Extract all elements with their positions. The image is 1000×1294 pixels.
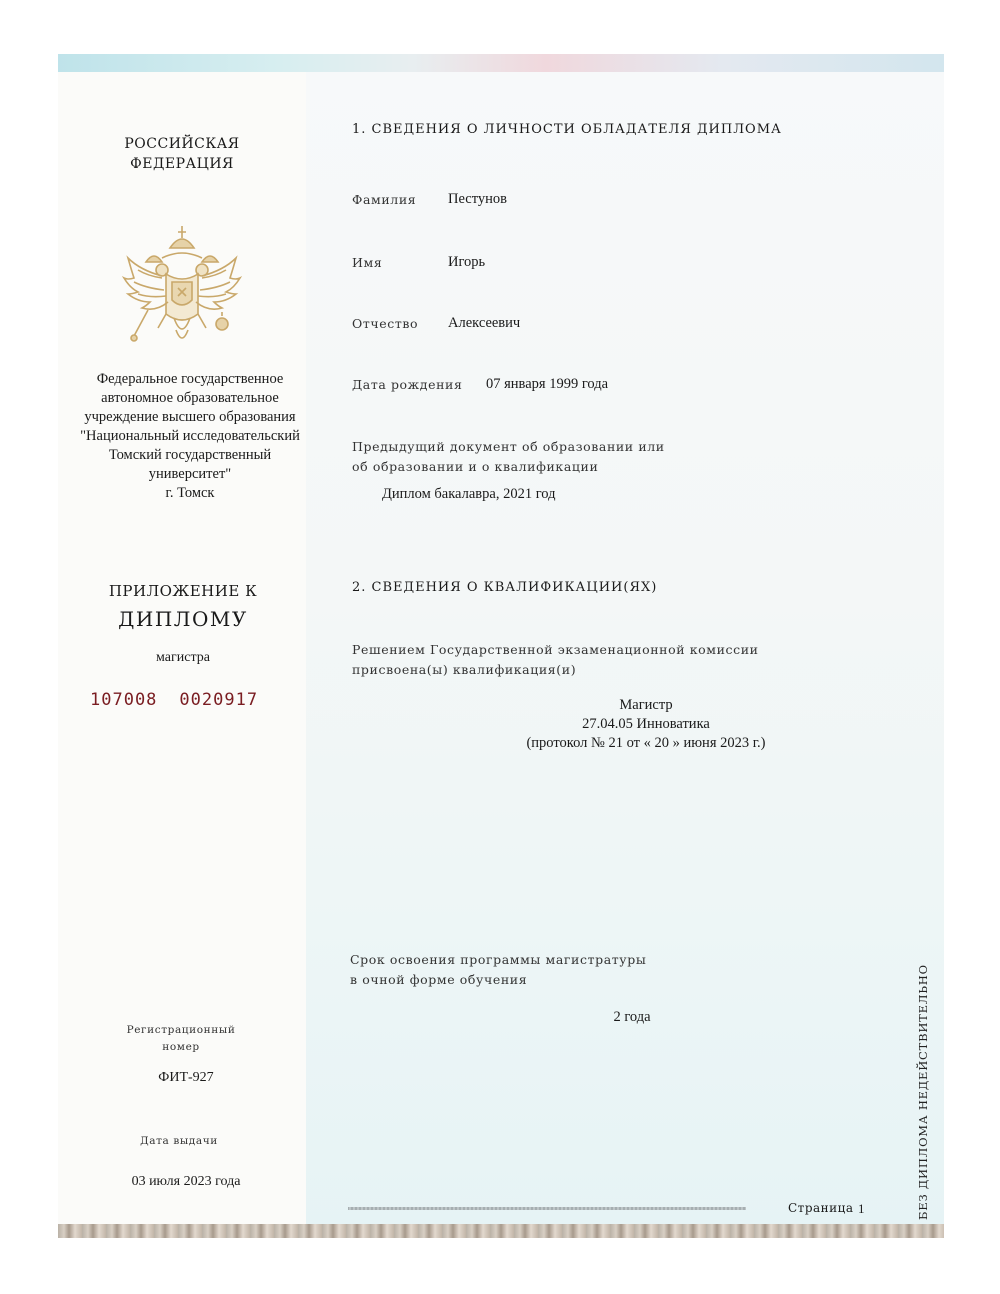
russian-coat-of-arms-icon xyxy=(118,218,246,358)
country-title: РОССИЙСКАЯ ФЕДЕРАЦИЯ xyxy=(124,136,240,172)
serial-number xyxy=(90,690,290,710)
section2-title: 2. СВЕДЕНИЯ О КВАЛИФИКАЦИИ(ЯХ) xyxy=(352,580,658,595)
qualification-block xyxy=(480,696,812,753)
diploma-word: ДИПЛОМУ xyxy=(118,607,248,631)
serial-series: 107008 xyxy=(90,690,158,710)
study-term-value: 2 года xyxy=(613,1009,651,1025)
page-label: Страница xyxy=(788,1201,854,1215)
registration-label: Регистрационный номер xyxy=(126,1024,236,1053)
section1-title: 1. СВЕДЕНИЯ О ЛИЧНОСТИ ОБЛАДАТЕЛЯ ДИПЛОМА xyxy=(352,122,782,137)
patronymic-label: Отчество xyxy=(352,316,419,331)
serial-digits: 0020917 xyxy=(179,690,259,710)
qualification-decision-label: Решением Государственной экзаменационной комиссии присвоена(ы) квалификация(и) xyxy=(352,642,759,677)
appendix-title: ПРИЛОЖЕНИЕ К xyxy=(108,582,258,600)
surname-label: Фамилия xyxy=(352,192,417,207)
study-term-label: Срок освоения программы магистратуры в очной форме обучения xyxy=(350,952,647,987)
previous-document-value: Диплом бакалавра, 2021 год xyxy=(382,486,556,502)
program-code: 27.04.05 Инноватика xyxy=(582,716,710,732)
patronymic-value: Алексеевич xyxy=(448,315,521,331)
name-label: Имя xyxy=(352,255,383,270)
dob-label: Дата рождения xyxy=(352,377,463,392)
registration-number: ФИТ-927 xyxy=(158,1070,214,1085)
issue-date-label: Дата выдачи xyxy=(140,1135,218,1147)
dob-value: 07 января 1999 года xyxy=(486,376,609,392)
institution-name: Федеральное государственное автономное образовательное учреждение высшего образования "Национальный исследовательский Томский государственный университет" г. Томск xyxy=(80,371,300,501)
name-value: Игорь xyxy=(448,254,486,270)
vertical-note: БЕЗ ДИПЛОМА НЕДЕЙСТВИТЕЛЬНО xyxy=(916,964,930,1220)
footer-rule xyxy=(348,1207,746,1210)
page-number: 1 xyxy=(858,1201,865,1216)
security-band-top xyxy=(58,54,944,72)
issue-date: 03 июля 2023 года xyxy=(131,1174,241,1189)
protocol: (протокол № 21 от « 20 » июня 2023 г.) xyxy=(526,735,766,751)
previous-document-label: Предыдущий документ об образовании или об образовании и о квалификации xyxy=(352,439,665,474)
surname-value: Пестунов xyxy=(448,191,507,207)
security-band-bottom xyxy=(58,1224,944,1238)
degree-type: магистра xyxy=(156,650,210,665)
qualification-title: Магистр xyxy=(619,697,673,713)
